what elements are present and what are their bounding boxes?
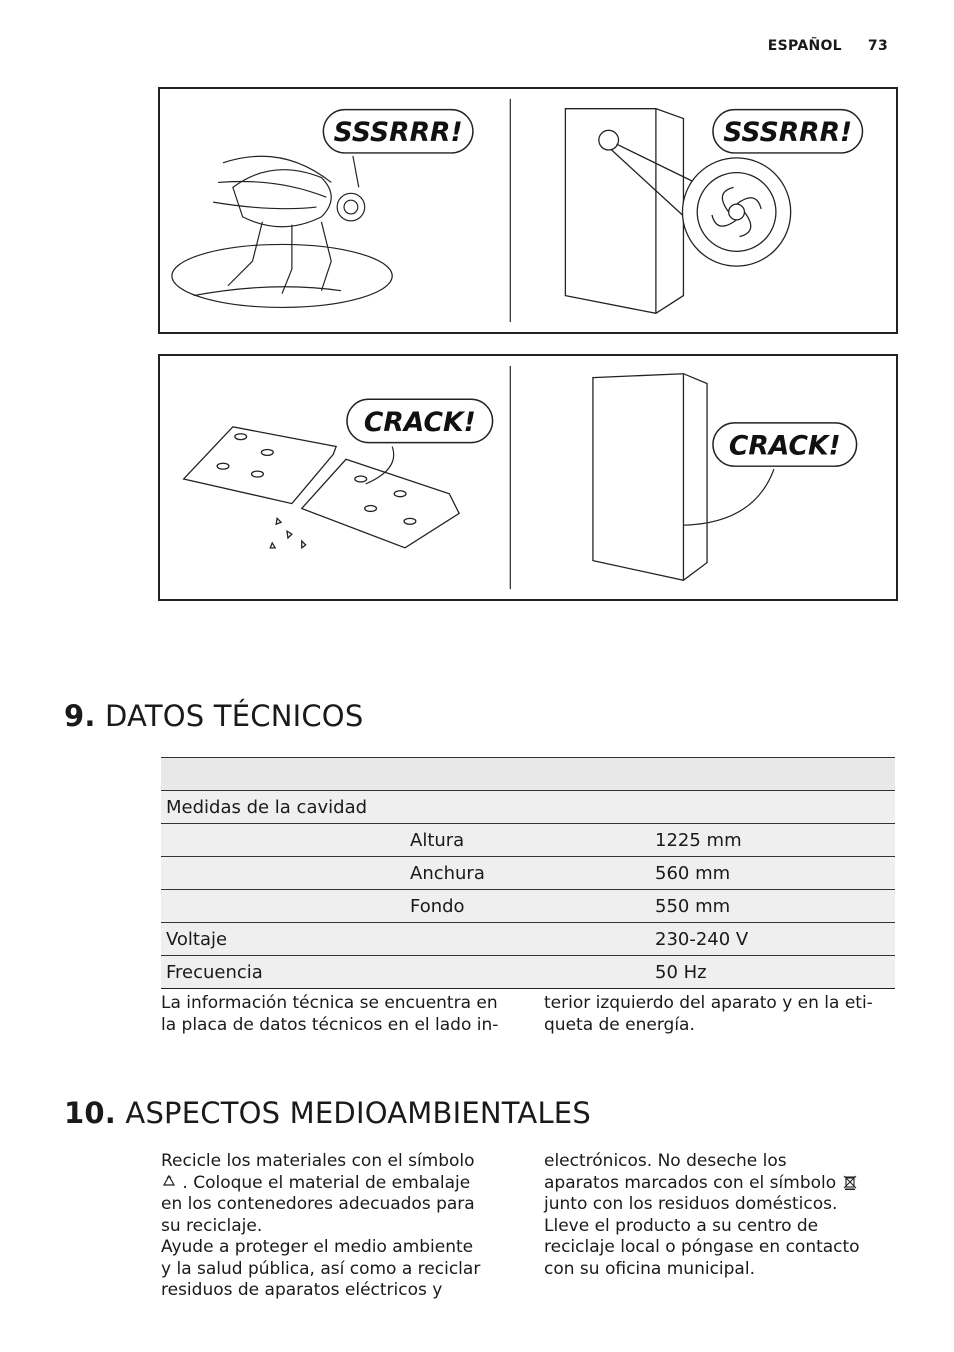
table-row: Anchura 560 mm: [161, 857, 895, 890]
freezer-icon: [593, 374, 707, 581]
fly-icon: [172, 156, 392, 307]
crack-illustration: [160, 356, 896, 599]
table-row: [161, 758, 895, 791]
tech-spec-table: [161, 757, 895, 989]
tech-note-left: La información técnica se encuentra en la placa de datos técnicos en el lado in-: [161, 993, 499, 1035]
env-section-number: 10.: [64, 1096, 116, 1130]
tech-section-title: DATOS TÉCNICOS: [105, 699, 364, 733]
env-text-right: electrónicos. No deseche los aparatos marcados con el símbolo junto con los residuos domésticos. Lleve el producto a su centro de reciclaje local o póngase en contacto con su oficina municipal.: [544, 1151, 860, 1279]
env-section-title: ASPECTOS MEDIOAMBIENTALES: [125, 1096, 591, 1130]
noise-illustration: [160, 89, 896, 332]
recycle-icon: [161, 1174, 177, 1190]
table-row: Fondo 550 mm: [161, 890, 895, 923]
crossed-bin-icon: [842, 1174, 858, 1190]
tech-note-right: terior izquierdo del aparato y en la eti- queta de energía.: [544, 993, 873, 1035]
tech-section-number: 9.: [64, 699, 96, 733]
env-section-heading: [64, 1096, 591, 1130]
page-number: 73: [867, 38, 888, 54]
noise-illustration-panel: [158, 87, 898, 334]
table-row: Medidas de la cavidad: [161, 791, 895, 824]
crack-illustration-panel: [158, 354, 898, 601]
table-row: Frecuencia 50 Hz: [161, 956, 895, 989]
table-row: Altura 1225 mm: [161, 824, 895, 857]
env-text-left: Recicle los materiales con el símbolo . Coloque el material de embalaje en los contenedores adecuados para su reciclaje. Ayude a proteger el medio ambiente y la salud pública, así como a reciclar residuos de aparatos eléctricos y: [161, 1151, 481, 1300]
top-left-bubble-text: SSSRRR!: [333, 117, 463, 149]
page-header: [768, 38, 888, 54]
bottom-right-bubble-text: CRACK!: [728, 430, 841, 462]
ice-sheet-icon: [184, 427, 459, 548]
table-row: Voltaje 230-240 V: [161, 923, 895, 956]
header-section: ESPAÑOL: [767, 38, 842, 54]
tech-section-heading: [64, 699, 363, 733]
bottom-left-bubble-text: CRACK!: [363, 406, 476, 438]
top-right-bubble-text: SSSRRR!: [723, 117, 853, 149]
